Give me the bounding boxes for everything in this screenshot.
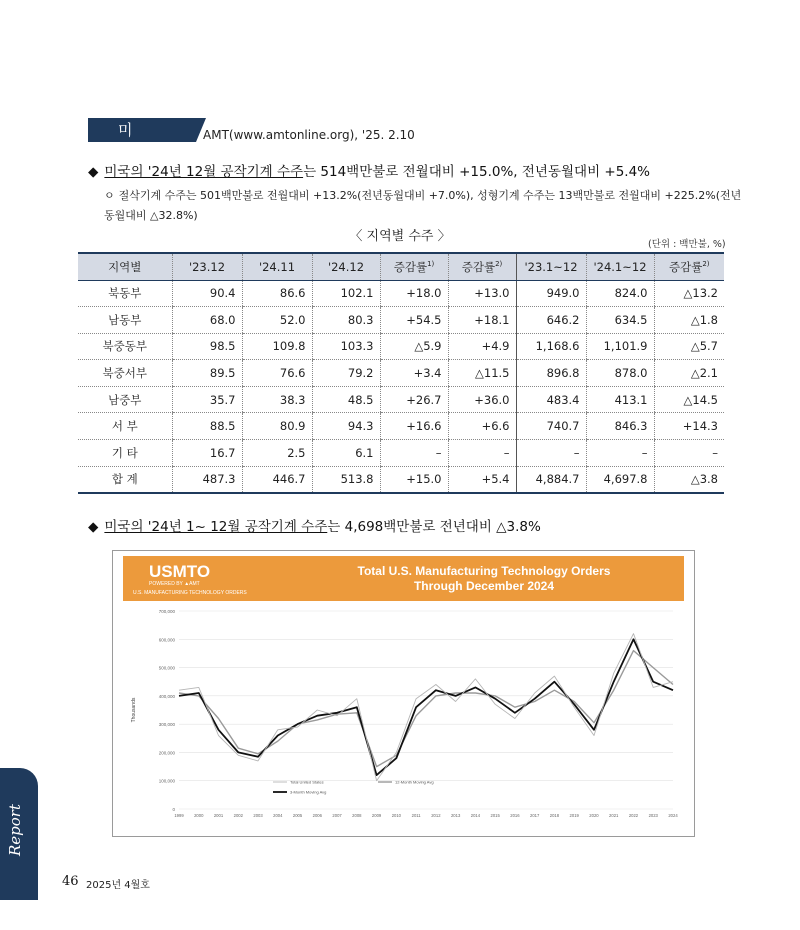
x-tick-label: 2008 — [352, 813, 362, 818]
legend-label: Total United States — [290, 779, 324, 785]
usmto-logo-subtitle: U.S. MANUFACTURING TECHNOLOGY ORDERS — [133, 590, 247, 596]
x-tick-label: 2006 — [312, 813, 322, 818]
source-citation: AMT(www.amtonline.org), '25. 2.10 — [203, 128, 415, 142]
cell: +15.0 — [380, 466, 448, 493]
cell: △14.5 — [654, 386, 724, 413]
series-line — [179, 634, 673, 781]
cell: 80.9 — [242, 413, 312, 440]
usmto-powered: POWERED BY ▲AMT — [149, 581, 200, 587]
cell: △11.5 — [448, 360, 516, 387]
y-tick-label: 600,000 — [158, 637, 175, 643]
cell: 413.1 — [586, 386, 654, 413]
x-tick-label: 2020 — [589, 813, 599, 818]
legend-label: 3-Month Moving Avg — [290, 789, 327, 795]
cell: 68.0 — [172, 307, 242, 334]
x-tick-label: 2001 — [213, 813, 224, 818]
col-change-mom — [380, 253, 448, 280]
cell: 52.0 — [242, 307, 312, 334]
cell: 446.7 — [242, 466, 312, 493]
cell: +18.0 — [380, 280, 448, 307]
legend-label: 12-Month Moving Avg — [395, 779, 434, 785]
x-tick-label: 2009 — [371, 813, 382, 818]
cell: 1,101.9 — [586, 333, 654, 360]
chart-banner — [123, 556, 684, 601]
cell: 103.3 — [312, 333, 380, 360]
x-tick-label: 2013 — [450, 813, 461, 818]
x-tick-label: 2017 — [530, 813, 540, 818]
table-row — [78, 280, 724, 307]
cell: △5.9 — [380, 333, 448, 360]
cell: 634.5 — [586, 307, 654, 334]
circle-bullet-icon: ㅇ — [104, 189, 115, 202]
table-row — [78, 333, 724, 360]
cell: 94.3 — [312, 413, 380, 440]
y-tick-label: 100,000 — [158, 778, 175, 784]
sub-bullet — [104, 186, 744, 226]
col-24-annual: '24.1~12 — [586, 253, 654, 280]
cell: △5.7 — [654, 333, 724, 360]
y-tick-label: 500,000 — [158, 665, 175, 671]
x-tick-label: 2024 — [668, 813, 678, 818]
col-change-annual-label: 증감률 — [668, 259, 703, 274]
cell: 824.0 — [586, 280, 654, 307]
row-label: 남중부 — [78, 386, 172, 413]
x-tick-label: 2003 — [253, 813, 263, 818]
table-title: 〈 지역별 수주 〉 — [349, 229, 451, 244]
section-side-tab — [0, 768, 38, 900]
headline-bullet-2 — [88, 515, 541, 535]
col-change-annual — [654, 253, 724, 280]
table-row — [78, 307, 724, 334]
x-tick-label: 2016 — [510, 813, 520, 818]
chart-title-line1: Total U.S. Manufacturing Technology Orders — [357, 564, 611, 578]
x-tick-label: 2002 — [233, 813, 243, 818]
x-tick-label: 2019 — [569, 813, 579, 818]
cell: 89.5 — [172, 360, 242, 387]
x-tick-label: 2023 — [648, 813, 658, 818]
cell: +54.5 — [380, 307, 448, 334]
y-axis-label: Thousands — [131, 697, 137, 723]
series-line — [179, 639, 673, 775]
y-tick-label: 200,000 — [158, 750, 175, 756]
cell: 88.5 — [172, 413, 242, 440]
regional-orders-table — [78, 252, 724, 494]
table-row — [78, 440, 724, 467]
table-row — [78, 413, 724, 440]
cell: 2.5 — [242, 440, 312, 467]
cell: 646.2 — [516, 307, 586, 334]
cell: +18.1 — [448, 307, 516, 334]
cell: 740.7 — [516, 413, 586, 440]
x-tick-label: 2007 — [332, 813, 342, 818]
country-tag: 미 국 — [88, 118, 196, 142]
cell: +13.0 — [448, 280, 516, 307]
cell: △3.8 — [654, 466, 724, 493]
row-label: 합 계 — [78, 466, 172, 493]
page-number: 46 — [62, 874, 79, 889]
cell: – — [516, 440, 586, 467]
col-2312: '23.12 — [172, 253, 242, 280]
col-2412: '24.12 — [312, 253, 380, 280]
table-row — [78, 386, 724, 413]
cell: 98.5 — [172, 333, 242, 360]
cell: 80.3 — [312, 307, 380, 334]
orders-line-chart — [113, 601, 694, 836]
row-label: 서 부 — [78, 413, 172, 440]
cell: 4,884.7 — [516, 466, 586, 493]
col-23-annual: '23.1~12 — [516, 253, 586, 280]
cell: +36.0 — [448, 386, 516, 413]
col-change-mom-label: 증감률 — [393, 259, 428, 274]
cell: △2.1 — [654, 360, 724, 387]
cell: +4.9 — [448, 333, 516, 360]
row-label: 기 타 — [78, 440, 172, 467]
x-tick-label: 2010 — [391, 813, 402, 818]
series-line — [179, 651, 673, 767]
cell: – — [654, 440, 724, 467]
x-tick-label: 2014 — [470, 813, 481, 818]
chart-title-line2: Through December 2024 — [413, 579, 555, 593]
cell: 109.8 — [242, 333, 312, 360]
cell: 90.4 — [172, 280, 242, 307]
col-change-yoy-label: 증감률 — [461, 259, 496, 274]
headline-underlined: 미국의 '24년 1~ 12월 공작기계 수주 — [104, 519, 328, 535]
cell: 16.7 — [172, 440, 242, 467]
col-2411: '24.11 — [242, 253, 312, 280]
x-tick-label: 2015 — [490, 813, 500, 818]
cell: 4,697.8 — [586, 466, 654, 493]
x-tick-label: 1999 — [174, 813, 184, 818]
cell: 79.2 — [312, 360, 380, 387]
cell: 513.8 — [312, 466, 380, 493]
x-tick-label: 2018 — [549, 813, 560, 818]
cell: +6.6 — [448, 413, 516, 440]
row-label: 남동부 — [78, 307, 172, 334]
x-tick-label: 2012 — [431, 813, 441, 818]
cell: +26.7 — [380, 386, 448, 413]
cell: △1.8 — [654, 307, 724, 334]
x-tick-label: 2011 — [411, 813, 421, 818]
cell: △13.2 — [654, 280, 724, 307]
cell: 487.3 — [172, 466, 242, 493]
x-tick-label: 2022 — [628, 813, 639, 818]
diamond-icon: ◆ — [88, 519, 99, 535]
y-tick-label: 700,000 — [158, 609, 175, 614]
cell: 48.5 — [312, 386, 380, 413]
footnote-2: 2) — [495, 259, 503, 268]
cell: 76.6 — [242, 360, 312, 387]
sub-bullet-text: 절삭기계 수주는 501백만불로 전월대비 +13.2%(전년동월대비 +7.0%), 성형기계 수주는 13백만불로 전월대비 +225.2%(전년동월대비 △32.8%) — [104, 189, 742, 222]
col-region: 지역별 — [78, 253, 172, 280]
y-tick-label: 400,000 — [158, 693, 175, 699]
headline-rest: 는 514백만불로 전월대비 +15.0%, 전년동월대비 +5.4% — [303, 164, 651, 180]
cell: – — [586, 440, 654, 467]
cell: 846.3 — [586, 413, 654, 440]
cell: 86.6 — [242, 280, 312, 307]
col-change-yoy — [448, 253, 516, 280]
cell: 35.7 — [172, 386, 242, 413]
footnote-1: 1) — [427, 259, 435, 268]
row-label: 북중서부 — [78, 360, 172, 387]
cell: +5.4 — [448, 466, 516, 493]
table-total-row — [78, 466, 724, 493]
issue-label: 2025년 4월호 — [86, 880, 150, 891]
cell: 102.1 — [312, 280, 380, 307]
headline-underlined: 미국의 '24년 12월 공작기계 수주 — [104, 164, 304, 180]
x-tick-label: 2005 — [292, 813, 303, 818]
cell: +3.4 — [380, 360, 448, 387]
table-header-row — [78, 253, 724, 280]
cell: 896.8 — [516, 360, 586, 387]
side-tab-label: Report — [6, 803, 24, 856]
cell: – — [380, 440, 448, 467]
cell: 878.0 — [586, 360, 654, 387]
cell: 38.3 — [242, 386, 312, 413]
row-label: 북중동부 — [78, 333, 172, 360]
diamond-icon: ◆ — [88, 164, 99, 180]
cell: 6.1 — [312, 440, 380, 467]
y-tick-label: 300,000 — [158, 722, 175, 728]
x-tick-label: 2004 — [273, 813, 283, 818]
headline-rest: 는 4,698백만불로 전년대비 △3.8% — [327, 519, 541, 535]
row-label: 북동부 — [78, 280, 172, 307]
table-unit: (단위 : 백만불, %) — [648, 239, 726, 250]
x-tick-label: 2000 — [194, 813, 204, 818]
cell: – — [448, 440, 516, 467]
orders-chart-figure — [112, 550, 695, 837]
table-row — [78, 360, 724, 387]
x-tick-label: 2021 — [609, 813, 619, 818]
cell: +16.6 — [380, 413, 448, 440]
headline-bullet-1 — [88, 160, 650, 180]
cell: +14.3 — [654, 413, 724, 440]
usmto-logo: USMTO — [149, 562, 211, 581]
cell: 1,168.6 — [516, 333, 586, 360]
y-tick-label: 0 — [172, 807, 175, 812]
cell: 949.0 — [516, 280, 586, 307]
cell: 483.4 — [516, 386, 586, 413]
footnote-2b: 2) — [702, 259, 710, 268]
